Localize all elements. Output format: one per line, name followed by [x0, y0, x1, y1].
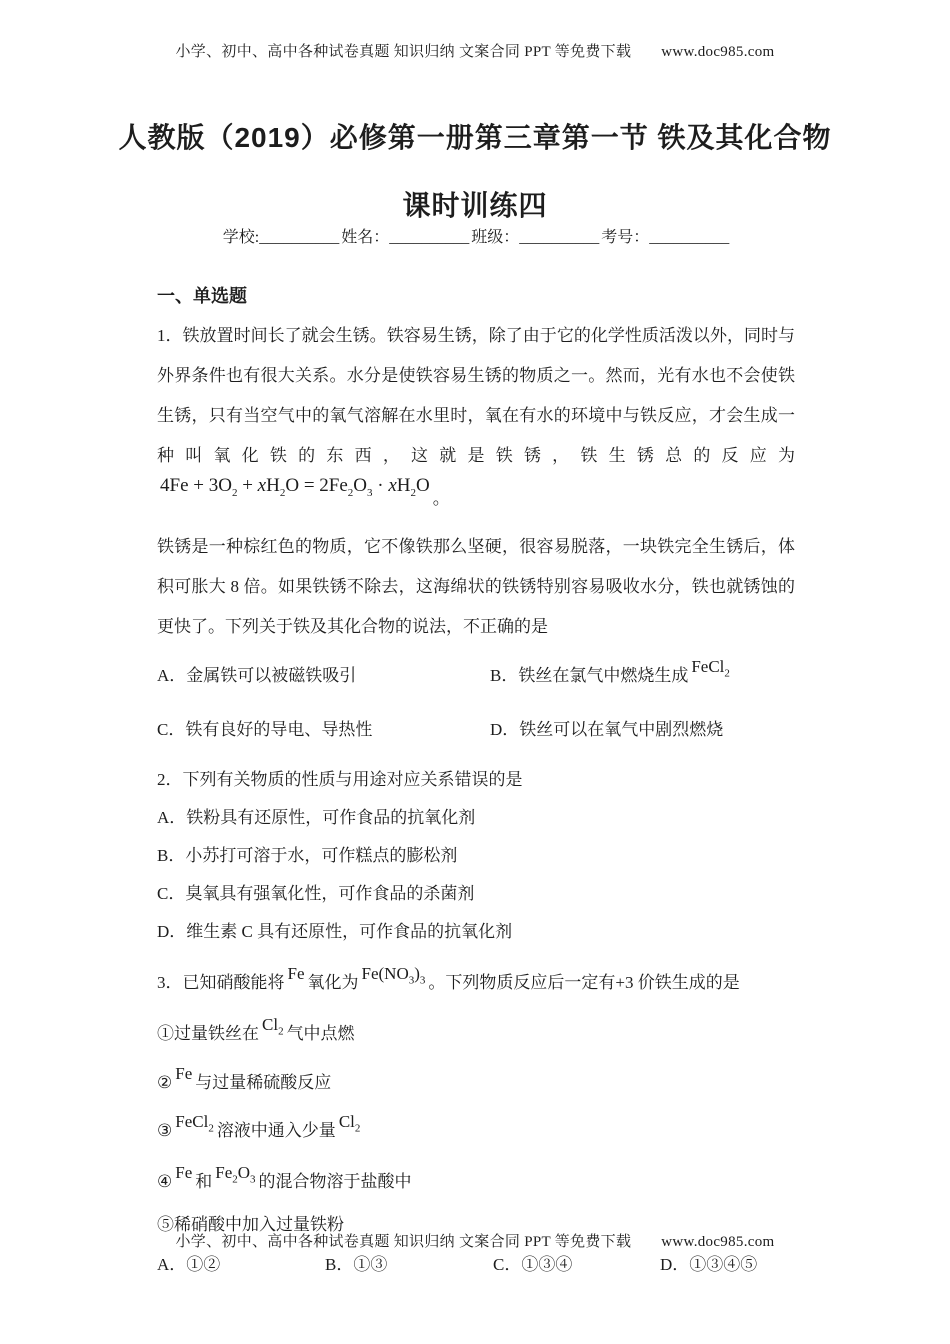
section-heading: 一、单选题 — [157, 286, 247, 306]
q2-option-b: B．小苏打可溶于水，可作糕点的膨松剂 — [157, 846, 458, 865]
exam-number-label: 考号： — [601, 229, 650, 246]
cl2-formula: $Cl_2$ — [338, 1112, 361, 1135]
q1-option-b — [490, 651, 795, 701]
name-blank: __________ — [389, 229, 470, 246]
q3-item-2-number: ② — [157, 1073, 173, 1092]
footer-promo-text: 小学、初中、高中各种试卷真题 知识归纳 文案合同 PPT 等免费下载 — [175, 1234, 632, 1250]
doc-footer — [0, 1230, 950, 1251]
q3-stem-part2: 氧化为 — [307, 973, 359, 992]
question-body — [157, 284, 795, 1285]
q3-item-1 — [157, 1007, 795, 1061]
doc-subtitle: 课时训练四 — [402, 190, 548, 221]
q2-stem: 2．下列有关物质的性质与用途对应关系错误的是 — [157, 770, 523, 789]
class-label: 班级： — [471, 229, 520, 246]
school-label: 学校: — [222, 229, 260, 246]
q1-option-d: D．铁丝可以在氧气中剧烈燃烧 — [490, 720, 724, 739]
iron-nitrate-formula: $Fe(NO_3)_3$ — [361, 964, 426, 987]
question-1 — [157, 316, 795, 755]
fe-formula: Fe — [175, 1064, 193, 1083]
q3-item-4-text-a: 和 — [195, 1172, 213, 1191]
header-site-url: www.doc985.com — [661, 44, 775, 60]
q3-item-2-text: 与过量稀硫酸反应 — [195, 1073, 332, 1092]
q3-item-3-text: 溶液中通入少量 — [216, 1121, 336, 1140]
q3-stem — [157, 959, 795, 1007]
q3-item-3-number: ③ — [157, 1121, 173, 1140]
q2-option-c: C．臭氧具有强氧化性，可作食品的杀菌剂 — [157, 884, 475, 903]
q3-option-d: D．①③④⑤ — [660, 1255, 758, 1274]
q1-option-b-text: B．铁丝在氯气中燃烧生成 — [490, 666, 689, 685]
q2-option-a: A．铁粉具有还原性，可作食品的抗氧化剂 — [157, 808, 476, 827]
fecl2-formula: FeCl$_2$ — [175, 1112, 214, 1135]
fe2o3-formula: $Fe_2O_3$ — [215, 1163, 256, 1186]
student-info-line — [0, 224, 950, 247]
class-blank: __________ — [519, 229, 600, 246]
q3-item-1-text-a: ①过量铁丝在 — [157, 1024, 259, 1043]
name-label: 姓名： — [341, 229, 390, 246]
exam-number-blank: __________ — [649, 229, 730, 246]
q1-intro-paragraph — [157, 316, 795, 519]
fe-formula: Fe — [287, 964, 305, 983]
q3-answer-options-row — [157, 1245, 795, 1285]
q3-option-a: A．①② — [157, 1255, 221, 1274]
fecl2-formula: FeCl$_2$ — [691, 657, 730, 680]
q3-item-5: ⑤稀硝酸中加入过量铁粉 — [157, 1215, 344, 1234]
q3-item-4-text-b: 的混合物溶于盐酸中 — [258, 1172, 412, 1191]
q3-item-1-text-b: 气中点燃 — [286, 1024, 355, 1043]
q2-option-d: D．维生素 C 具有还原性，可作食品的抗氧化剂 — [157, 922, 513, 941]
q1-options-row-1 — [157, 651, 795, 701]
q3-option-c: C．①③④ — [493, 1255, 573, 1274]
q1-option-c: C．铁有良好的导电、导热性 — [157, 720, 373, 739]
q3-item-3 — [157, 1105, 795, 1157]
q1-intro-text: 1．铁放置时间长了就会生锈。铁容易生锈，除了由于它的化学性质活泼以外，同时与外界条件也有很大关系。水分是使铁容易生锈的物质之一。然而，光有水也不会使铁生锈，只有当空气中的氧气溶解在水里时，氧在有水的环境中与铁反应，才会生成一种叫氧化铁的东西，这就是铁锈，铁生锈总的反应为 — [157, 326, 795, 465]
q1-description-paragraph: 铁锈是一种棕红色的物质，它不像铁那么坚硬，很容易脱落，一块铁完全生锈后，体积可胀大 8 倍。如果铁锈不除去，这海绵状的铁锈特别容易吸收水分，铁也就锈蚀的更快了。下列关于铁及其化合物的说法，不正确的是 — [157, 537, 795, 636]
q3-item-4-number: ④ — [157, 1172, 173, 1191]
q3-stem-part3: 。下列物质反应后一定有+3 价铁生成的是 — [428, 973, 740, 992]
header-promo-text: 小学、初中、高中各种试卷真题 知识归纳 文案合同 PPT 等免费下载 — [175, 44, 632, 60]
fe-formula: Fe — [175, 1163, 193, 1182]
school-blank: __________ — [259, 229, 340, 246]
doc-title: 人教版（2019）必修第一册第三章第一节 铁及其化合物 — [118, 122, 832, 153]
q3-item-4 — [157, 1157, 795, 1207]
rust-reaction-equation: $4Fe + 3O_2 + xH_2O = 2Fe_2O_3 \cdot xH_2O$ — [160, 475, 430, 499]
q1-option-a: A．金属铁可以被磁铁吸引 — [157, 666, 357, 685]
doc-header — [0, 40, 950, 61]
question-2 — [157, 761, 795, 951]
q1-intro-period: 。 — [432, 489, 450, 508]
q3-option-b: B．①③ — [325, 1255, 388, 1274]
q1-options-row-2 — [157, 705, 795, 755]
cl2-formula: $Cl_2$ — [262, 1015, 284, 1038]
q3-stem-part1: 3．已知硝酸能将 — [157, 973, 285, 992]
footer-site-url: www.doc985.com — [661, 1234, 775, 1250]
q3-item-2 — [157, 1061, 795, 1105]
